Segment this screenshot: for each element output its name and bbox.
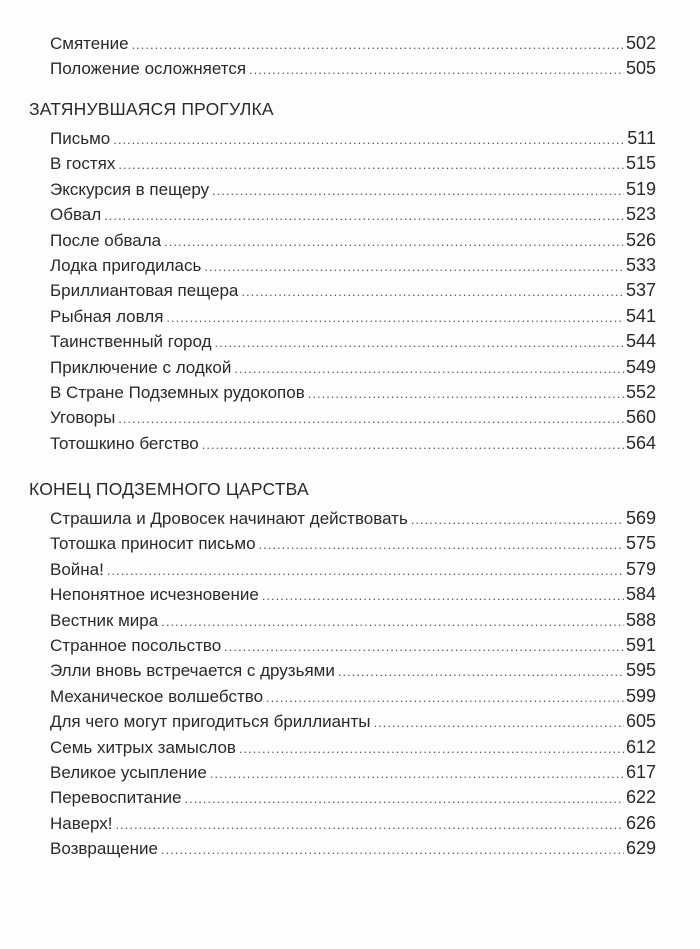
toc-entry[interactable]	[50, 811, 656, 836]
toc-entry-title: Обвал	[50, 205, 102, 225]
toc-entry-title: Элли вновь встречается с друзьями	[50, 661, 335, 681]
toc-entry-title: Наверх!	[50, 813, 113, 833]
dot-leader	[202, 432, 624, 456]
toc-entry[interactable]	[50, 126, 656, 151]
toc-entry-page: 569	[625, 508, 656, 528]
dot-leader	[262, 583, 624, 607]
toc-entry-title: В гостях	[50, 154, 116, 174]
toc-entry-page: 622	[625, 787, 656, 808]
toc-entry-title: Приключение с лодкой	[50, 357, 232, 377]
dot-leader	[184, 786, 623, 810]
toc-entry-title: Возвращение	[50, 839, 158, 859]
toc-entry-page: 515	[625, 153, 656, 174]
dot-leader	[107, 558, 624, 582]
toc-entry-title: Смятение	[50, 34, 129, 53]
section-heading: КОНЕЦ ПОДЗЕМНОГО ЦАРСТВА	[29, 479, 309, 499]
dot-leader	[224, 634, 624, 658]
toc-entry-page: 605	[625, 711, 656, 732]
toc-entry-page: 537	[625, 280, 656, 301]
toc-entry-page: 549	[625, 356, 656, 377]
toc-entry[interactable]	[50, 56, 656, 81]
dot-leader	[116, 812, 624, 836]
toc-entry[interactable]	[50, 253, 656, 278]
dot-leader	[259, 532, 624, 556]
toc-entry[interactable]	[50, 531, 656, 556]
toc-entry-title: Тотошкино бегство	[50, 433, 199, 453]
toc-entry[interactable]	[50, 329, 656, 354]
toc-entry[interactable]	[50, 582, 656, 607]
toc-entry[interactable]	[50, 760, 656, 785]
dot-leader	[215, 330, 624, 354]
toc-entry-page: 544	[625, 331, 656, 352]
dot-leader	[210, 761, 624, 785]
toc-entry-title: Вестник мира	[50, 610, 159, 630]
toc-entry[interactable]	[50, 304, 656, 329]
toc-entry-title: Механическое волшебство	[50, 686, 264, 706]
dot-leader	[118, 406, 624, 430]
toc-entry[interactable]	[50, 380, 656, 405]
toc-entry-page: 541	[625, 305, 656, 326]
toc-entry-page: 629	[625, 838, 656, 859]
toc-entry[interactable]	[50, 735, 656, 760]
toc-entry-page: 588	[625, 609, 656, 630]
toc-entry[interactable]	[50, 177, 656, 202]
toc-entry-title: Война!	[50, 559, 104, 579]
toc-entry-title: Перевоспитание	[50, 788, 182, 808]
toc-entry-title: Странное посольство	[50, 635, 222, 655]
dot-leader	[411, 507, 624, 531]
toc-entry-title: Тотошка приносит письмо	[50, 534, 256, 554]
toc-entry[interactable]	[50, 31, 656, 56]
dot-leader	[164, 229, 624, 253]
dot-leader	[266, 685, 624, 709]
toc-entry-title: Уговоры	[50, 408, 116, 428]
toc-entry-page: 617	[625, 761, 656, 782]
toc-entry[interactable]	[50, 557, 656, 582]
toc-entry[interactable]	[50, 684, 656, 709]
toc-entry[interactable]	[50, 608, 656, 633]
dot-leader	[161, 837, 624, 861]
toc-section-entries	[50, 126, 656, 456]
dot-leader	[234, 356, 624, 380]
toc-entry-title: Письмо	[50, 129, 111, 148]
toc-entry-page: 575	[625, 533, 656, 554]
toc-entry-page: 564	[625, 432, 656, 453]
toc-entry-title: В Стране Подземных рудокопов	[50, 382, 305, 402]
toc-entry-page: 505	[625, 58, 656, 79]
toc-entry-page: 584	[625, 584, 656, 605]
toc-entry-title: Непонятное исчезновение	[50, 585, 259, 605]
toc-entry-title: Для чего могут пригодиться бриллианты	[50, 712, 371, 732]
toc-entry-page: 595	[625, 660, 656, 681]
toc-entry-page: 526	[625, 229, 656, 250]
dot-leader	[113, 127, 625, 151]
dot-leader	[373, 710, 624, 734]
toc-entry-title: Страшила и Дровосек начинают действовать	[50, 509, 408, 528]
toc-entry[interactable]	[50, 228, 656, 253]
toc-entry-title: Лодка пригодилась	[50, 255, 202, 275]
toc-entry-page: 612	[625, 736, 656, 757]
dot-leader	[161, 609, 624, 633]
toc-entry-title: Семь хитрых замыслов	[50, 737, 236, 757]
toc-entry[interactable]	[50, 785, 656, 810]
toc-entry-page: 626	[625, 812, 656, 833]
toc-entry-title: После обвала	[50, 230, 162, 250]
toc-entry-title: Великое усыпление	[50, 762, 207, 782]
toc-entry-page: 502	[625, 33, 656, 53]
toc-entry[interactable]	[50, 405, 656, 430]
toc-entry[interactable]	[50, 278, 656, 303]
toc-entry-title: Таинственный город	[50, 332, 212, 352]
toc-entry[interactable]	[50, 836, 656, 861]
dot-leader	[132, 32, 624, 56]
toc-entry-page: 523	[625, 204, 656, 225]
toc-entry-page: 511	[627, 128, 656, 148]
toc-entry-page: 519	[625, 178, 656, 199]
toc-entry[interactable]	[50, 431, 656, 456]
toc-entry[interactable]	[50, 355, 656, 380]
toc-entry[interactable]	[50, 709, 656, 734]
toc-entry-title: Экскурсия в пещеру	[50, 179, 210, 199]
dot-leader	[241, 279, 624, 303]
dot-leader	[338, 659, 624, 683]
toc-entry-page: 552	[625, 381, 656, 402]
dot-leader	[308, 381, 624, 405]
dot-leader	[239, 736, 624, 760]
toc-intro-entries	[50, 31, 656, 82]
dot-leader	[166, 305, 624, 329]
toc-entry[interactable]	[50, 151, 656, 176]
dot-leader	[104, 203, 624, 227]
dot-leader	[118, 152, 624, 176]
toc-entry[interactable]	[50, 202, 656, 227]
section-heading: ЗАТЯНУВШАЯСЯ ПРОГУЛКА	[29, 99, 274, 119]
toc-entry-page: 533	[625, 254, 656, 275]
toc-entry-title: Бриллиантовая пещера	[50, 281, 239, 301]
toc-section-entries	[50, 506, 656, 861]
dot-leader	[212, 178, 624, 202]
dot-leader	[249, 57, 624, 81]
toc-entry-page: 599	[625, 685, 656, 706]
toc-entry-title: Рыбная ловля	[50, 306, 164, 326]
toc-entry-page: 560	[625, 407, 656, 428]
toc-entry[interactable]	[50, 506, 656, 531]
toc-entry[interactable]	[50, 633, 656, 658]
dot-leader	[204, 254, 624, 278]
toc-entry-page: 579	[625, 558, 656, 579]
toc-entry-page: 591	[625, 634, 656, 655]
toc-entry[interactable]	[50, 658, 656, 683]
toc-entry-title: Положение осложняется	[50, 59, 247, 79]
